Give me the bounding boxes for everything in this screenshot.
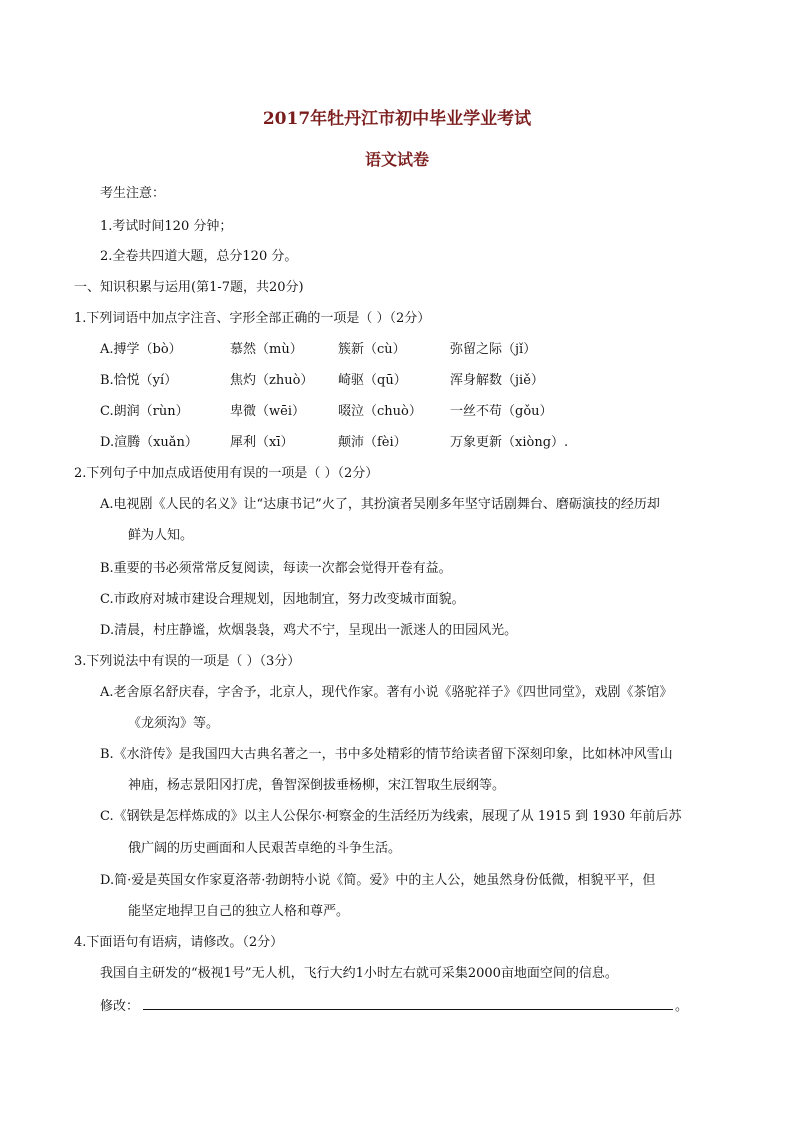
option-cell: 浑身解数（jiě） xyxy=(450,373,544,388)
section-heading: 一、知识积累与运用(第1-7题，共20分) xyxy=(74,280,304,295)
question-stem: 1.下列词语中加点字注音、字形全部正确的一项是（ ）（2分） xyxy=(74,311,431,326)
option-text: 鲜为人知。 xyxy=(128,528,194,543)
notice-heading: 考生注意： xyxy=(100,186,166,201)
option-cell: 慕然（mù） xyxy=(230,342,303,357)
option-text: 神庙，杨志景阳冈打虎，鲁智深倒拔垂杨柳，宋江智取生辰纲等。 xyxy=(128,778,506,793)
answer-line xyxy=(100,997,688,1016)
option-cell: B.恰悦（yí） xyxy=(100,373,178,388)
option-cell: C.朗润（rùn） xyxy=(100,404,189,419)
option-cell: 一丝不苟（gǒu） xyxy=(450,404,553,419)
option-text: C.《钢铁是怎样炼成的》以主人公保尔·柯察金的生活经历为线索，展现了从 1915 到 1930 年前后苏 xyxy=(100,809,682,824)
option-cell: 颠沛（fèi） xyxy=(338,435,407,450)
option-cell: A.搏学（bò） xyxy=(100,342,182,357)
option-cell: D.渲腾（xuǎn） xyxy=(100,435,198,450)
option-text: A.电视剧《人民的名义》让“达康书记”火了，其扮演者吴刚多年坚守话剧舞台、磨砺演技的经历却 xyxy=(100,497,660,512)
option-cell: 簇新（cù） xyxy=(338,342,406,357)
option-cell: 崎驱（qū） xyxy=(338,373,407,388)
option-text: D.简·爱是英国女作家夏洛蒂·勃朗特小说《简。爱》中的主人公，她虽然身份低微，相貌平平，但 xyxy=(100,873,656,888)
option-cell: 万象更新（xiòng）. xyxy=(450,435,569,450)
option-cell: 卑微（wēi） xyxy=(230,404,305,419)
fix-end: 。 xyxy=(675,999,689,1014)
option-cell: 犀利（xī） xyxy=(230,435,294,450)
option-text: 能坚定地捍卫自己的独立人格和尊严。 xyxy=(128,904,350,919)
option-text: C.市政府对城市建设合理规划，因地制宜，努力改变城市面貌。 xyxy=(100,592,465,607)
notice-item: 2.全卷共四道大题，总分120 分。 xyxy=(100,249,298,264)
option-text: B.《水浒传》是我国四大古典名著之一，书中多处精彩的情节给读者留下深刻印象，比如林冲风雪山 xyxy=(100,747,673,762)
option-cell: 焦灼（zhuò） xyxy=(230,373,314,388)
option-cell: 啜泣（chuò） xyxy=(338,404,422,419)
question-stem: 3.下列说法中有误的一项是（ ）（3分） xyxy=(74,654,301,669)
exam-subtitle: 语文试卷 xyxy=(364,150,429,169)
fix-label: 修改： xyxy=(100,999,140,1014)
option-text: D.清晨，村庄静谧，炊烟袅袅，鸡犬不宁，呈现出一派迷人的田园风光。 xyxy=(100,623,518,638)
question-stem: 4.下面语句有语病，请修改。（2分） xyxy=(74,935,284,950)
option-text: 《龙须沟》等。 xyxy=(128,716,220,731)
notice-item: 1.考试时间120 分钟； xyxy=(100,219,233,234)
exam-title: 2017年牡丹江市初中毕业学业考试 xyxy=(262,109,532,129)
question-sentence: 我国自主研发的“极视1号”无人机，飞行大约1小时左右就可采集2000亩地面空间的信息。 xyxy=(100,966,618,981)
option-text: B.重要的书必须常常反复阅读，每读一次都会觉得开卷有益。 xyxy=(100,561,452,576)
option-text: A.老舍原名舒庆春，字舍予，北京人，现代作家。著有小说《骆驼祥子》《四世同堂》，戏剧《茶馆》 xyxy=(100,685,673,700)
answer-blank[interactable] xyxy=(143,997,673,1010)
question-stem: 2.下列句子中加点成语使用有误的一项是（ ）（2分） xyxy=(74,466,379,481)
option-cell: 弥留之际（jǐ） xyxy=(450,342,537,357)
option-text: 俄广阔的历史画面和人民艰苦卓绝的斗争生活。 xyxy=(128,841,402,856)
